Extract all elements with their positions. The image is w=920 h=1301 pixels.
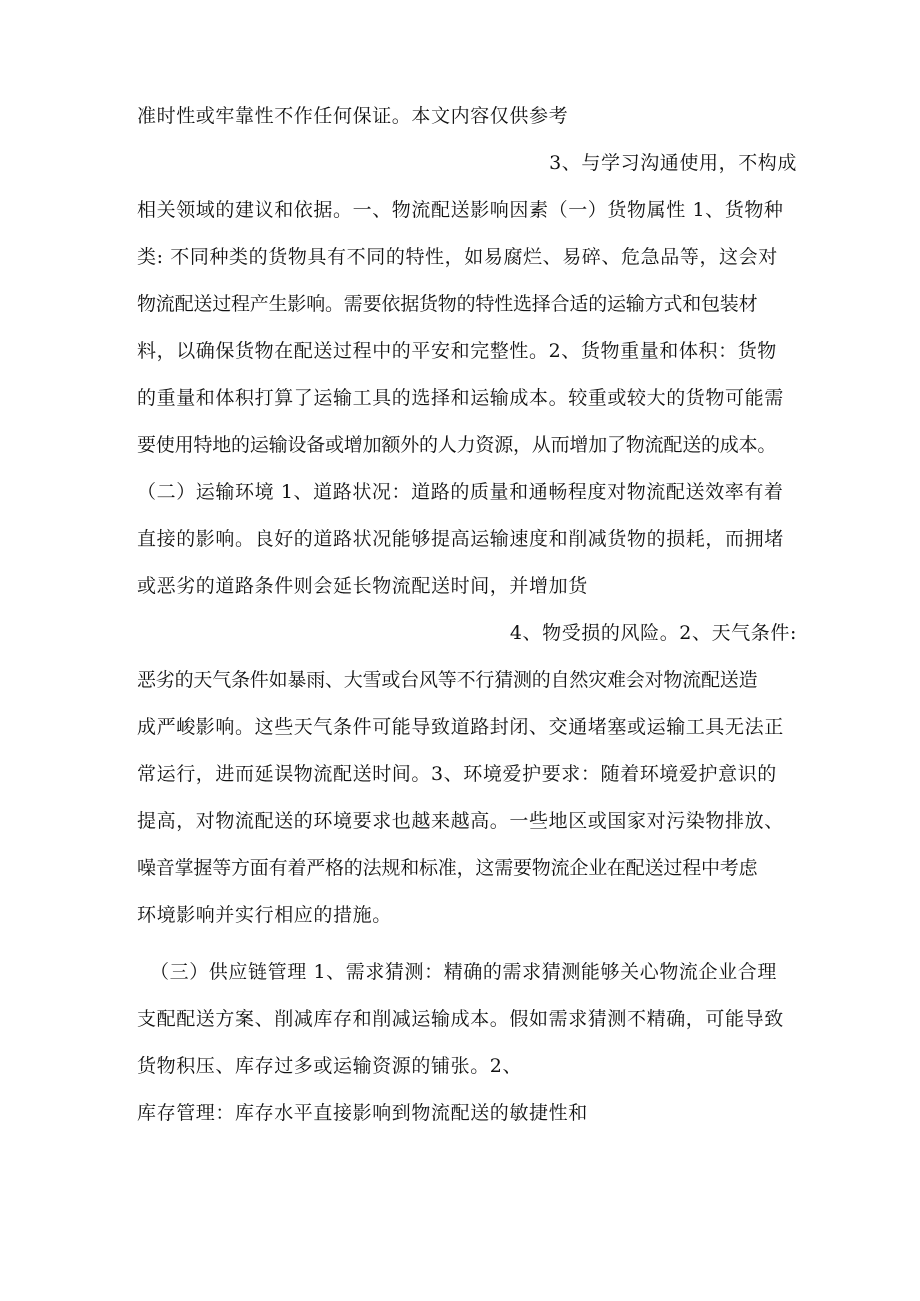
text-line: 噪音掌握等方面有着严格的法规和标准，这需要物流企业在配送过程中考虑 (137, 857, 758, 879)
text-line: 提高，对物流配送的环境要求也越来越高。一些地区或国家对污染物排放、 (137, 810, 784, 832)
text-line: 或恶劣的道路条件则会延长物流配送时间，并增加货 (137, 575, 588, 597)
text-line: 物流配送过程产生影响。需要依据货物的特性选择合适的运输方式和包装材 (137, 293, 758, 315)
text-line: 要使用特地的运输设备或增加额外的人力资源，从而增加了物流配送的成本。 (137, 434, 777, 456)
text-line: （三）供应链管理 1、需求猜测：精确的需求猜测能够关心物流企业合理 (150, 961, 777, 983)
text-line: 货物积压、库存过多或运输资源的铺张。2、 (137, 1055, 523, 1077)
text-line: 恶劣的天气条件如暴雨、大雪或台风等不行猜测的自然灾难会对物流配送造 (137, 669, 758, 691)
text-line: 库存管理：库存水平直接影响到物流配送的敏捷性和 (137, 1102, 588, 1124)
text-line: （二）运输环境 1、道路状况：道路的质量和通畅程度对物流配送效率有着 (137, 481, 784, 503)
text-line: 环境影响并实行相应的措施。 (137, 904, 392, 926)
text-line: 类: 不同种类的货物具有不同的特性，如易腐烂、易碎、危急品等，这会对 (137, 246, 778, 268)
text-line: 的重量和体积打算了运输工具的选择和运输成本。较重或较大的货物可能需 (137, 387, 784, 409)
text-line: 相关领域的建议和依据。一、物流配送影响因素（一）货物属性 1、货物种 (137, 199, 784, 221)
text-line: 成严峻影响。这些天气条件可能导致道路封闭、交通堵塞或运输工具无法正 (137, 716, 784, 738)
text-line: 4、物受损的风险。2、天气条件: (509, 622, 797, 644)
text-line: 支配配送方案、削减库存和削减运输成本。假如需求猜测不精确，可能导致 (137, 1008, 784, 1030)
text-line: 料，以确保货物在配送过程中的平安和完整性。2、货物重量和体积：货物 (137, 340, 777, 362)
text-line: 直接的影响。良好的道路状况能够提高运输速度和削减货物的损耗，而拥堵 (137, 528, 784, 550)
text-line: 3、与学习沟通使用，不构成 (549, 152, 797, 174)
text-line: 准时性或牢靠性不作任何保证。本文内容仅供参考 (137, 105, 569, 127)
text-line: 常运行，进而延误物流配送时间。3、环境爱护要求：随着环境爱护意识的 (137, 763, 777, 785)
